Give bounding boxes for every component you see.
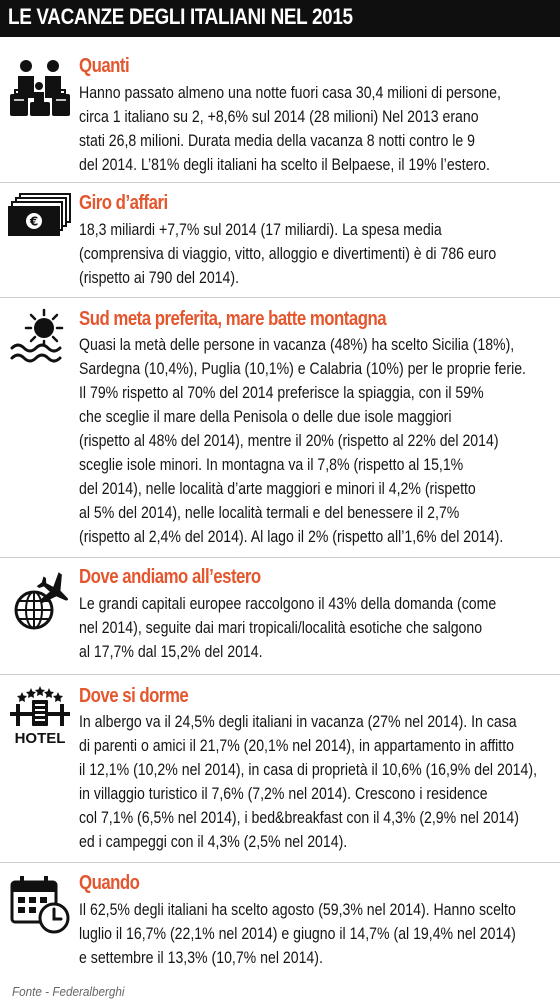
section-body-estero: Le grandi capitali europee raccolgono il 43% della domanda (come nel 2014), seguite dai mari tropicali/località esotiche che salgono al 17,7% dal 15,2% del 2014. <box>79 595 497 661</box>
divider <box>0 557 560 558</box>
section-body-dove-si-dorme: In albergo va il 24,5% degli italiani in vacanza (27% nel 2014). In casa di parenti o amici il 21,7% (20,1% nel 2014), in appartamento in affitto il 12,1% (10,2% nel 2014), in casa di proprietà il 10,6% (16,9% del 2014), in villaggio turistico il 7,6% (7,2% nel 2014). Crescono i residence col 7,1% (6,5% nel 2014), i bed&breakfast con il 4,3% (2,9% nel 2014) ed i campeggi con il 4,3% (2,5% nel 2014). <box>79 713 537 851</box>
divider <box>0 297 560 298</box>
family-luggage-icon <box>8 56 72 120</box>
hotel-icon-label: HOTEL <box>14 730 66 746</box>
svg-text:€: € <box>29 214 39 229</box>
euro-banknotes-icon <box>8 188 72 244</box>
divider <box>0 182 560 183</box>
calendar-clock-icon <box>8 874 72 938</box>
globe-airplane-icon <box>8 570 72 634</box>
hotel-icon <box>8 686 72 746</box>
header-bar <box>0 0 560 37</box>
section-title-estero: Dove andiamo all’estero <box>79 566 261 588</box>
section-body-sud-meta: Quasi la metà delle persone in vacanza (48%) ha scelto Sicilia (18%), Sardegna (10,4%), Puglia (10,1%) e Calabria (10%) per le proprie ferie. Il 79% rispetto al 70% del 2014 preferisce la spiaggia, con il 59% che sceglie il mare della Penisola o delle due isole maggiori (rispetto al 48% del 2014), mentre il 20% (rispetto al 22% del 2014) sceglie isole minori. In montagna va il 7,8% (rispetto al 15,1% del 2014), nelle località d’arte maggiori e minori il 4,2% (rispetto al 5% del 2014), nelle località termali e del benessere il 2,7% (rispetto al 2,4% del 2014). Al lago il 2% (rispetto all’1,6% del 2014). <box>79 336 526 546</box>
section-title-dove-si-dorme: Dove si dorme <box>79 685 189 707</box>
section-body-quanti: Hanno passato almeno una notte fuori casa 30,4 milioni di persone, circa 1 italiano su 2, +8,6% sul 2014 (28 milioni) Nel 2013 erano stati 26,8 milioni. Durata media della vacanza 8 notti contro le 9 del 2014. L’81% degli italiani ha scelto il Belpaese, il 19% l’estero. <box>79 84 501 174</box>
section-title-quando: Quando <box>79 872 140 894</box>
section-body-quando: Il 62,5% degli italiani ha scelto agosto (59,3% nel 2014). Hanno scelto luglio il 16,7% (22,1% nel 2014) e giugno il 14,7% (al 19,4% nel 2014) e settembre il 13,3% (10,7% nel 2014). <box>79 901 516 967</box>
divider <box>0 862 560 863</box>
section-title-quanti: Quanti <box>79 55 130 77</box>
source-note: Fonte - Federalberghi <box>12 984 125 999</box>
divider <box>0 674 560 675</box>
section-title-giro-affari: Giro d’affari <box>79 192 168 214</box>
sun-sea-icon <box>8 306 72 370</box>
page-title: LE VACANZE DEGLI ITALIANI NEL 2015 <box>8 4 353 29</box>
section-title-sud-meta: Sud meta preferita, mare batte montagna <box>79 308 387 330</box>
section-body-giro-affari: 18,3 miliardi +7,7% sul 2014 (17 miliardi). La spesa media (comprensiva di viaggio, vitto, alloggio e divertimenti) è di 786 euro (rispetto ai 790 del 2014). <box>79 221 497 287</box>
